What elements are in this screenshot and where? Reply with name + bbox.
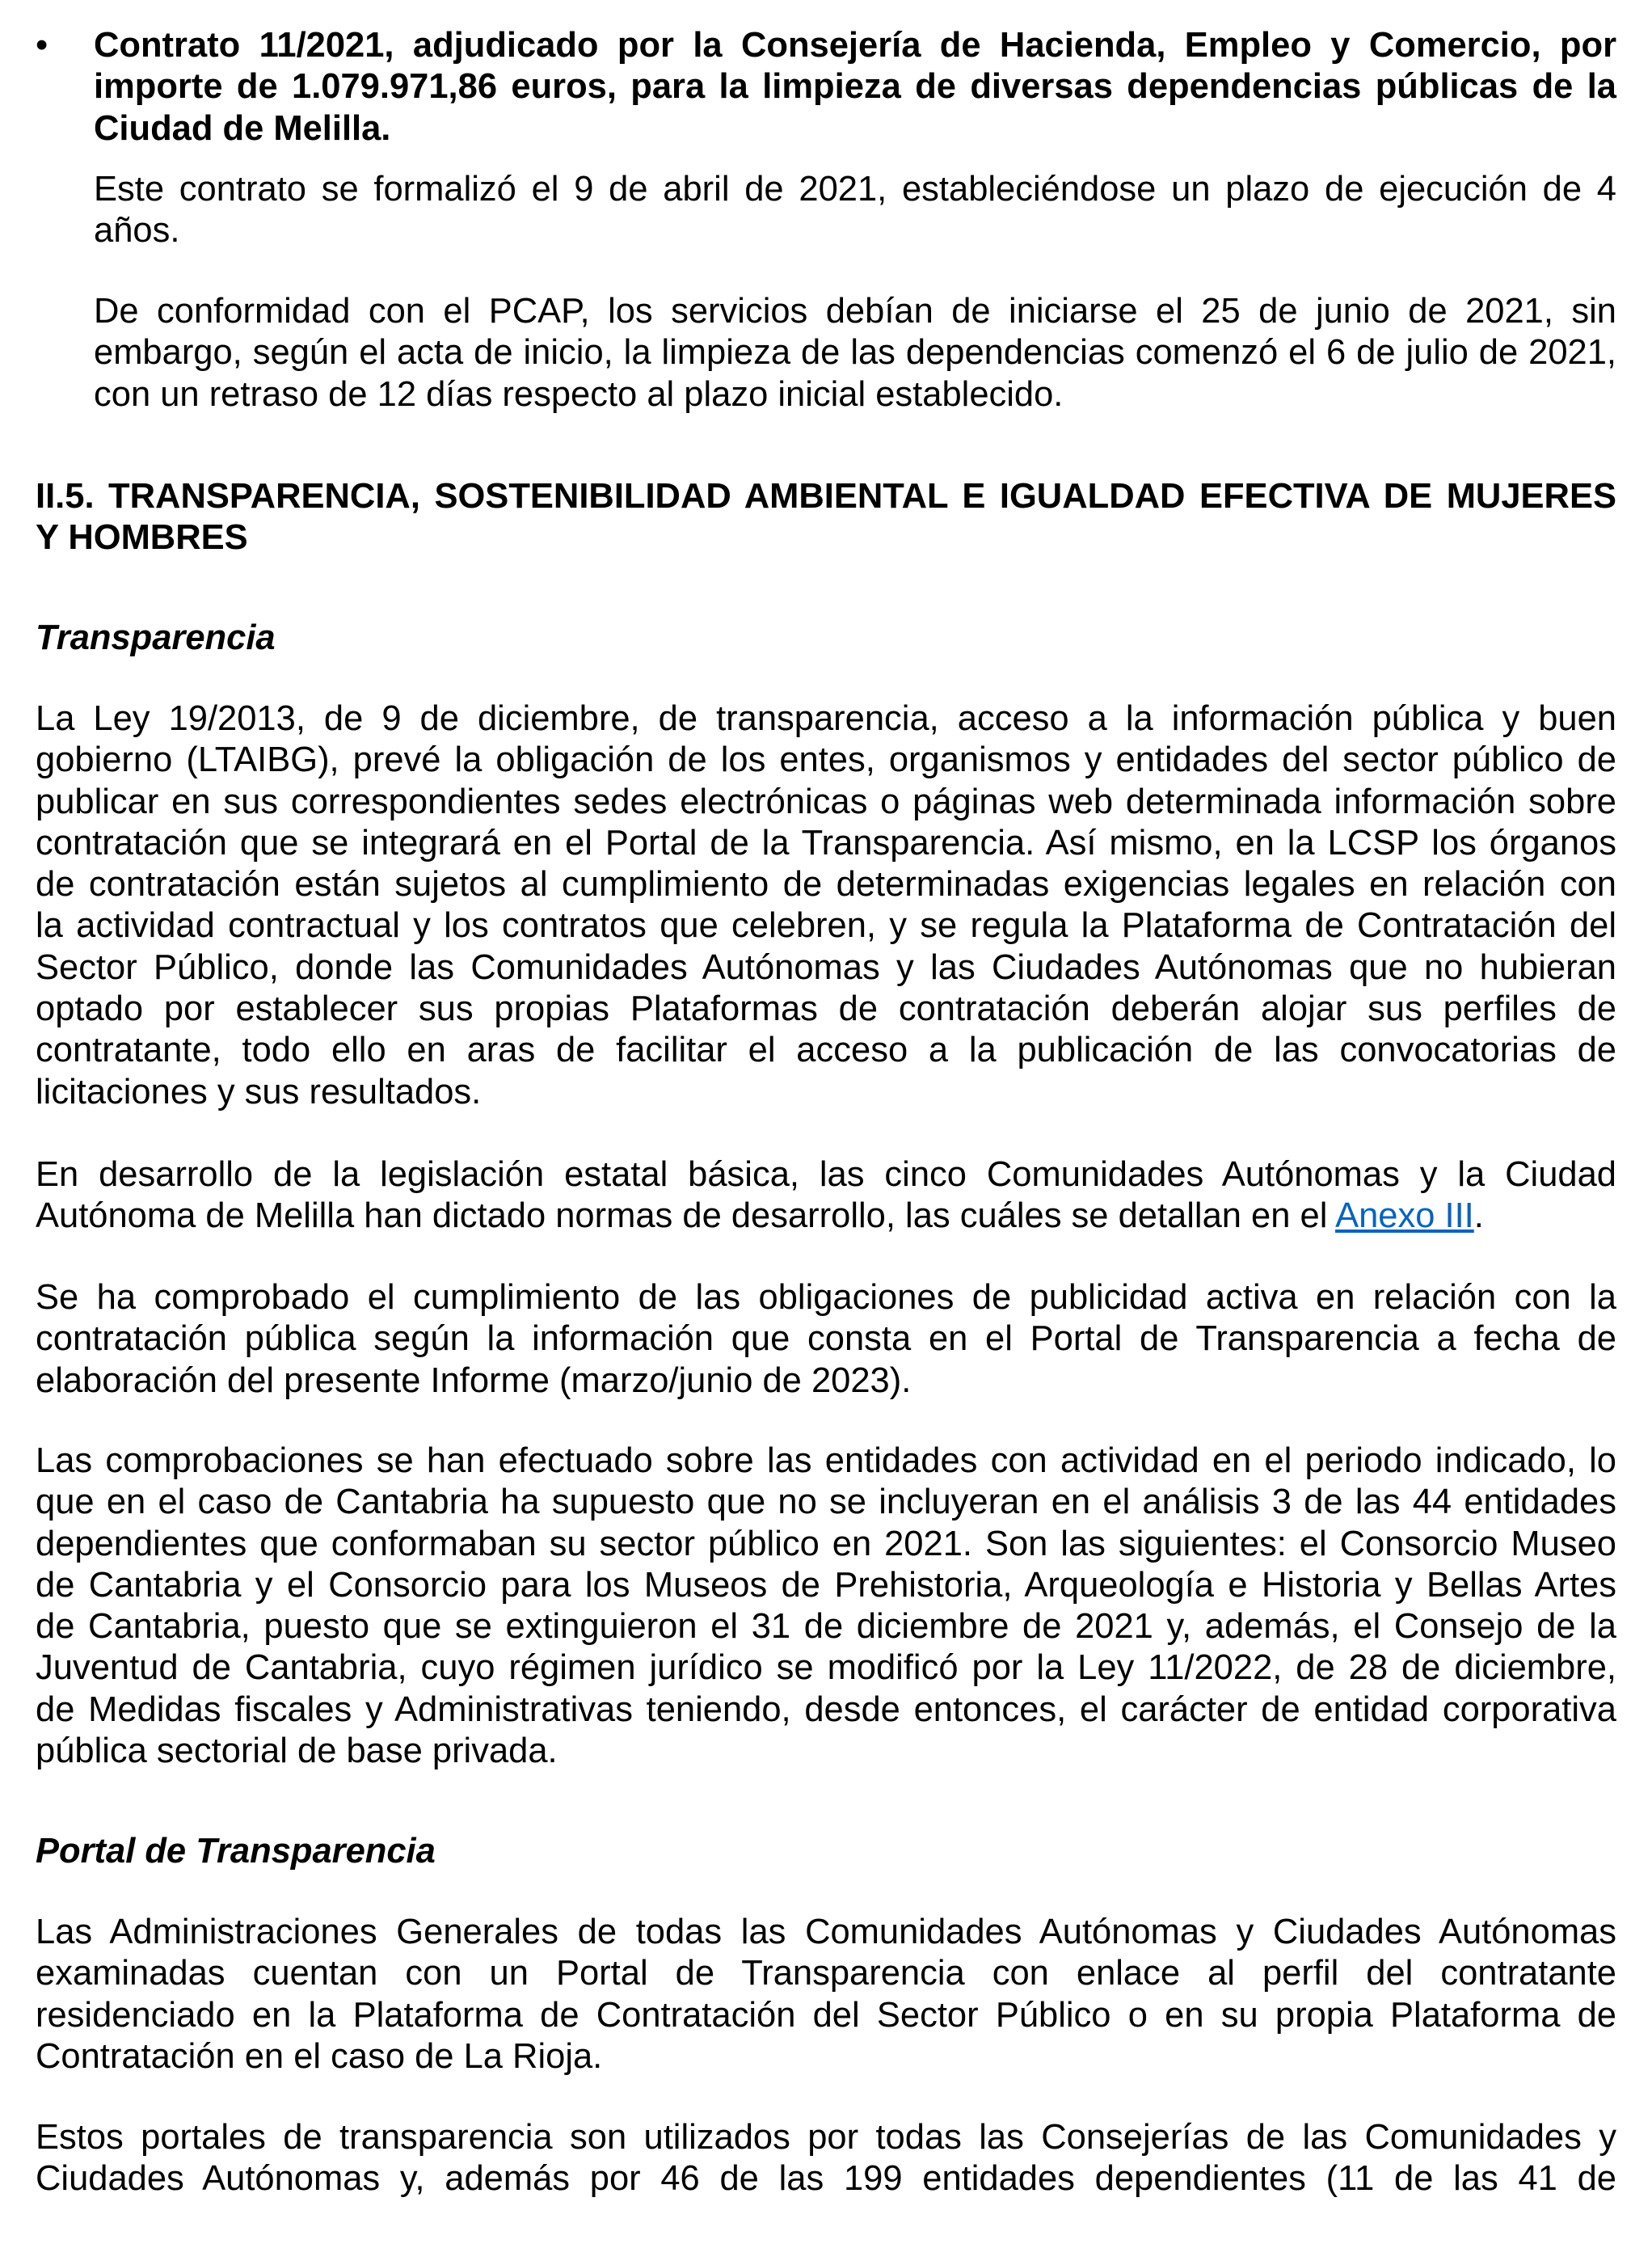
text-line: optado por establecer sus propias Plataformas de contratación deberán alojar sus perfiles de	[36, 989, 1616, 1029]
text-line: años.	[94, 211, 180, 251]
text-line: elaboración del presente Informe (marzo/junio de 2023).	[36, 1360, 912, 1400]
law-paragraph	[36, 698, 1616, 1113]
usage-paragraph	[36, 2117, 1616, 2200]
text-before-link: Autónoma de Melilla han dictado normas de desarrollo, las cuáles se detallan en el	[36, 1196, 1336, 1236]
subheading-text: Transparencia	[36, 618, 276, 657]
text-line: publicar en sus correspondientes sedes electrónicas o páginas web determinada información sobre	[36, 782, 1616, 821]
text-line: con un retraso de 12 días respecto al plazo inicial establecido.	[94, 374, 1064, 414]
text-line-with-link	[36, 1196, 1616, 1237]
text-line: En desarrollo de la legislación estatal básica, las cinco Comunidades Autónomas y la Ciudad	[36, 1155, 1616, 1194]
admin-paragraph	[36, 1912, 1616, 2077]
text-line: contratación pública según la información que consta en el Portal de Transparencia a fecha de	[36, 1319, 1616, 1359]
text-line: de Cantabria y el Consorcio para los Museos de Prehistoria, Arqueología e Historia y Bellas Artes	[36, 1565, 1616, 1605]
text-line: que en el caso de Cantabria ha supuesto que no se incluyeran en el análisis 3 de las 44 entidades	[36, 1483, 1616, 1522]
text-line: La Ley 19/2013, de 9 de diciembre, de transparencia, acceso a la información pública y buen	[36, 699, 1616, 738]
transparency-subheading	[36, 618, 1616, 659]
text-line: Contrato 11/2021, adjudicado por la Consejería de Hacienda, Empleo y Comercio, por	[94, 26, 1616, 65]
contract-title	[94, 25, 1616, 150]
heading-line: Y HOMBRES	[36, 518, 248, 558]
subheading-text: Portal de Transparencia	[36, 1832, 436, 1871]
delay-paragraph	[94, 291, 1616, 415]
text-line: Ciudades Autónomas y, además por 46 de las 199 entidades dependientes (11 de las 41 de	[36, 2159, 1616, 2199]
text-line: de Cantabria, puesto que se extinguieron el 31 de diciembre de 2021 y, además, el Consejo de la	[36, 1607, 1616, 1647]
text-line: de Medidas fiscales y Administrativas teniendo, desde entonces, el carácter de entidad corporativa	[36, 1689, 1616, 1729]
text-line: Este contrato se formalizó el 9 de abril de 2021, estableciéndose un plazo de ejecución de 4	[94, 170, 1616, 209]
compliance-paragraph	[36, 1277, 1616, 1402]
text-line: gobierno (LTAIBG), prevé la obligación de los entes, organismos y entidades del sector público de	[36, 740, 1616, 780]
text-line: Se ha comprobado el cumplimiento de las obligaciones de publicidad activa en relación con la	[36, 1278, 1616, 1317]
text-line: contratación que se integrará en el Portal de la Transparencia. Así mismo, en la LCSP los órganos	[36, 823, 1616, 863]
formalization-paragraph	[94, 169, 1616, 252]
regional-rules-paragraph	[36, 1154, 1616, 1238]
text-line: Las Administraciones Generales de todas las Comunidades Autónomas y Ciudades Autónomas	[36, 1913, 1616, 1951]
text-line: la actividad contractual y los contratos que celebren, y se regula la Plataforma de Contratación del	[36, 906, 1616, 946]
section-heading	[36, 476, 1616, 559]
annex-iii-link[interactable]: Anexo III	[1335, 1196, 1474, 1236]
text-line: dependientes que conformaban su sector público en 2021. Son las siguientes: el Consorcio Museo	[36, 1524, 1616, 1563]
text-line: Contratación en el caso de La Rioja.	[36, 2036, 603, 2076]
text-line: De conformidad con el PCAP, los servicios debían de iniciarse el 25 de junio de 2021, sin	[94, 292, 1616, 331]
bullet-marker: •	[36, 26, 48, 65]
scope-paragraph	[36, 1440, 1616, 1772]
text-line: residenciado en la Plataforma de Contratación del Sector Público o en su propia Plataforma de	[36, 1995, 1616, 2035]
text-after-link: .	[1473, 1196, 1484, 1236]
text-line: examinadas cuentan con un Portal de Transparencia con enlace al perfil del contratante	[36, 1954, 1616, 1993]
portal-subheading	[36, 1831, 1616, 1872]
text-line: Juventud de Cantabria, cuyo régimen jurídico se modificó por la Ley 11/2022, de 28 de diciembre,	[36, 1648, 1616, 1688]
text-line: licitaciones y sus resultados.	[36, 1072, 482, 1111]
text-line: contratante, todo ello en aras de facilitar el acceso a la publicación de las convocatorias de	[36, 1031, 1616, 1070]
text-line: importe de 1.079.971,86 euros, para la limpieza de diversas dependencias públicas de la	[94, 67, 1616, 107]
heading-line: II.5. TRANSPARENCIA, SOSTENIBILIDAD AMBIENTAL E IGUALDAD EFECTIVA DE MUJERES	[36, 477, 1616, 516]
text-line: Estos portales de transparencia son utilizados por todas las Consejerías de las Comunidades y	[36, 2118, 1616, 2157]
text-line: pública sectorial de base privada.	[36, 1732, 558, 1771]
text-line: embargo, según el acta de inicio, la limpieza de las dependencias comenzó el 6 de julio de 2021,	[94, 333, 1616, 373]
text-line: Sector Público, donde las Comunidades Autónomas y las Ciudades Autónomas que no hubieran	[36, 947, 1616, 987]
text-line: de contratación están sujetos al cumplimiento de determinadas exigencias legales en relación con	[36, 865, 1616, 905]
text-line: Ciudad de Melilla.	[94, 108, 391, 148]
text-line: Las comprobaciones se han efectuado sobre las entidades con actividad en el periodo indicado, lo	[36, 1441, 1616, 1480]
